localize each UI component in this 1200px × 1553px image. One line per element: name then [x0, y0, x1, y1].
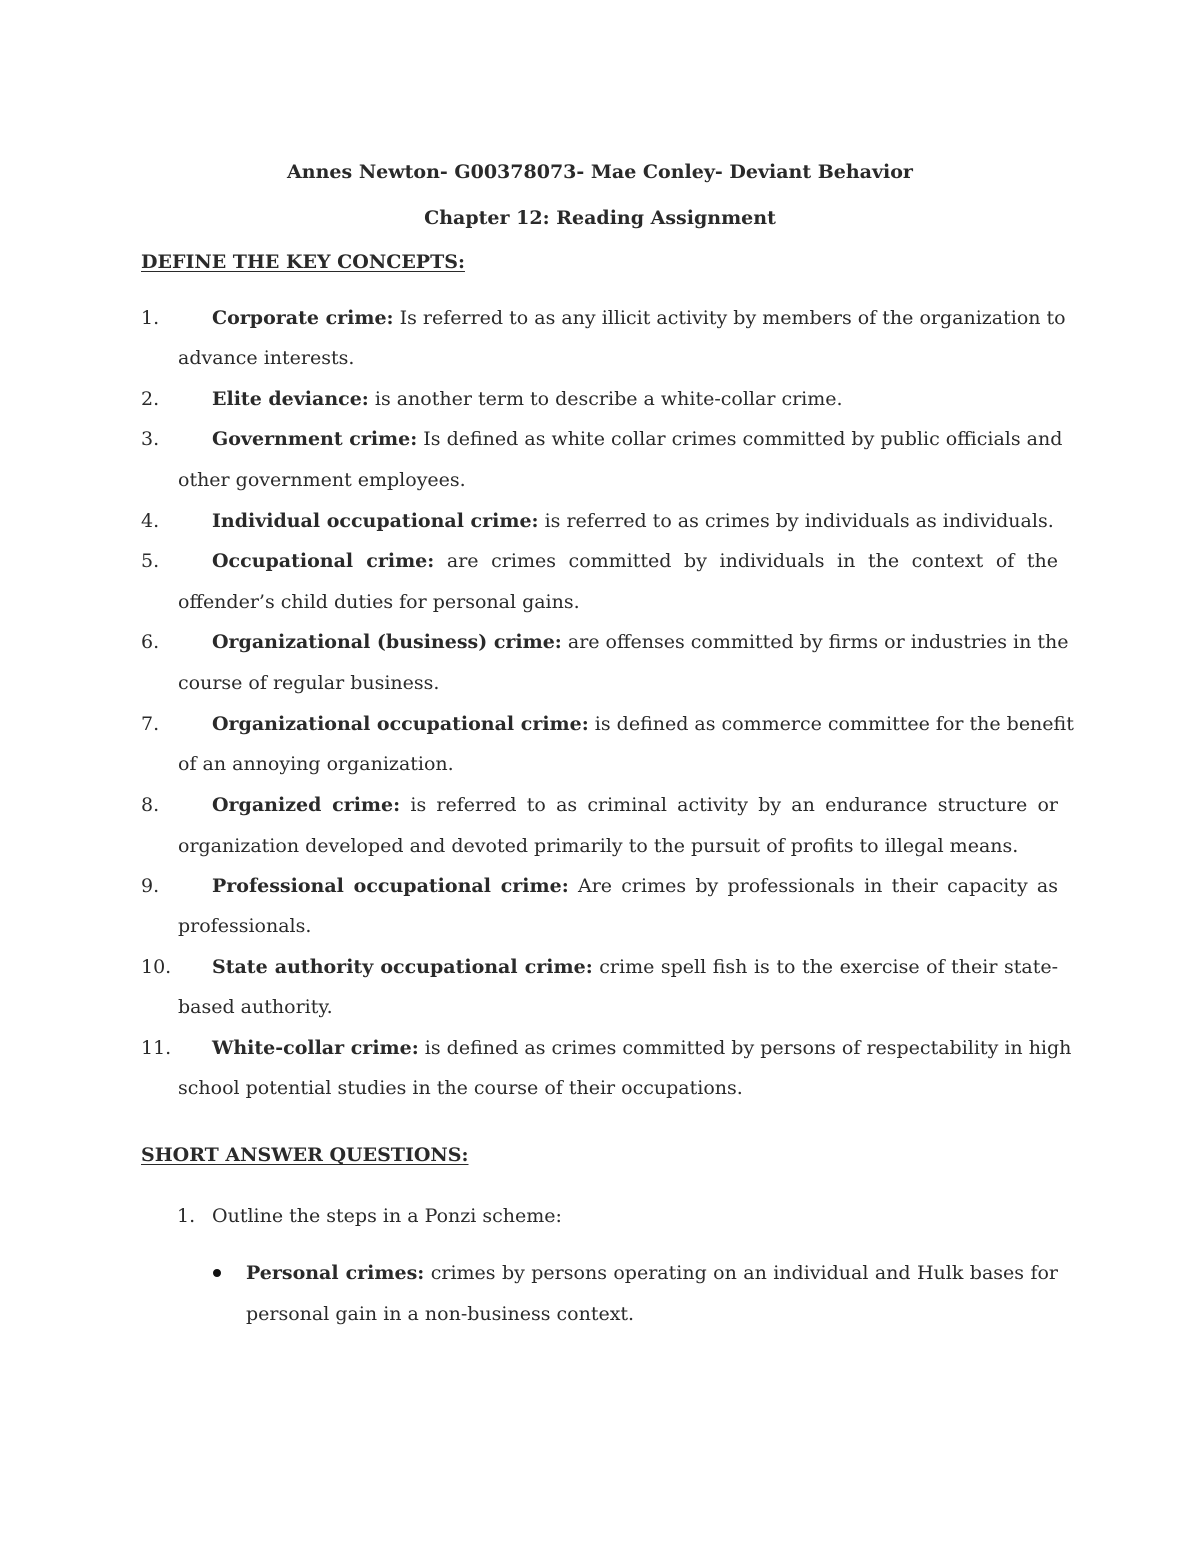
definition-line: [212, 388, 1058, 410]
definition-line: [212, 713, 1074, 735]
definition-text: Is referred to as any illicit activity by members of the organization to: [393, 307, 1066, 329]
definition-text: is defined as crimes committed by persons of respectability in high: [418, 1037, 1072, 1059]
bullet-text: crimes by persons operating on an individual and Hulk bases for: [424, 1262, 1059, 1284]
item-number: 1.: [141, 307, 160, 329]
concept-term: Corporate crime:: [212, 307, 394, 329]
bullet-term: Personal crimes:: [246, 1262, 425, 1284]
definition-continuation: advance interests.: [178, 347, 355, 369]
key-concepts-heading: DEFINE THE KEY CONCEPTS:: [141, 251, 465, 273]
concept-term: Individual occupational crime:: [212, 510, 539, 532]
concept-term: Organized crime:: [212, 794, 401, 816]
concept-term: Government crime:: [212, 428, 418, 450]
item-number: 2.: [141, 388, 160, 410]
question-text: Outline the steps in a Ponzi scheme:: [212, 1205, 562, 1227]
item-number: 9.: [141, 875, 160, 897]
definition-text: crime spell fish is to the exercise of their state-: [592, 956, 1059, 978]
definition-continuation: professionals.: [178, 915, 312, 937]
definition-text: Is defined as white collar crimes committed by public officials and: [417, 428, 1063, 450]
item-number: 7.: [141, 713, 160, 735]
definition-line: [212, 307, 1066, 329]
definition-text: is another term to describe a white-collar crime.: [368, 388, 843, 410]
definition-text: is defined as commerce committee for the benefit: [588, 713, 1074, 735]
bullet-continuation: personal gain in a non-business context.: [246, 1303, 635, 1325]
definition-line: [212, 550, 1058, 572]
definition-text: are offenses committed by firms or industries in the: [561, 631, 1069, 653]
question-number: 1.: [177, 1205, 196, 1227]
item-number: 11.: [141, 1037, 172, 1059]
definition-line: [212, 875, 1058, 897]
bullet-line: [246, 1262, 1058, 1284]
item-number: 8.: [141, 794, 160, 816]
definition-line: [212, 794, 1058, 816]
concept-term: Elite deviance:: [212, 388, 369, 410]
definition-line: [212, 956, 1058, 978]
definition-line: [212, 510, 1058, 532]
definition-text: is referred to as crimes by individuals as individuals.: [538, 510, 1054, 532]
concept-term: Organizational occupational crime:: [212, 713, 589, 735]
definition-continuation: other government employees.: [178, 469, 466, 491]
item-number: 5.: [141, 550, 160, 572]
definition-continuation: of an annoying organization.: [178, 753, 454, 775]
definition-text: are crimes committed by individuals in the context of the: [434, 550, 1058, 572]
definition-continuation: offender’s child duties for personal gains.: [178, 591, 580, 613]
definition-line: [212, 428, 1063, 450]
item-number: 6.: [141, 631, 160, 653]
concept-term: White-collar crime:: [212, 1037, 419, 1059]
chapter-title: Chapter 12: Reading Assignment: [424, 207, 776, 229]
definition-line: [212, 631, 1069, 653]
definition-continuation: school potential studies in the course of their occupations.: [178, 1077, 743, 1099]
concept-term: State authority occupational crime:: [212, 956, 593, 978]
definition-text: is referred to as criminal activity by an endurance structure or: [400, 794, 1058, 816]
definition-text: Are crimes by professionals in their capacity as: [568, 875, 1059, 897]
definition-line: [212, 1037, 1072, 1059]
author-line: Annes Newton- G00378073- Mae Conley- Deviant Behavior: [287, 161, 913, 183]
concept-term: Occupational crime:: [212, 550, 435, 572]
definition-continuation: course of regular business.: [178, 672, 440, 694]
bullet-icon: [213, 1269, 221, 1277]
concept-term: Professional occupational crime:: [212, 875, 569, 897]
item-number: 4.: [141, 510, 160, 532]
short-answer-heading: SHORT ANSWER QUESTIONS:: [141, 1144, 469, 1166]
item-number: 3.: [141, 428, 160, 450]
concept-term: Organizational (business) crime:: [212, 631, 562, 653]
definition-continuation: based authority.: [178, 996, 333, 1018]
item-number: 10.: [141, 956, 172, 978]
definition-continuation: organization developed and devoted primarily to the pursuit of profits to illegal means.: [178, 835, 1019, 857]
